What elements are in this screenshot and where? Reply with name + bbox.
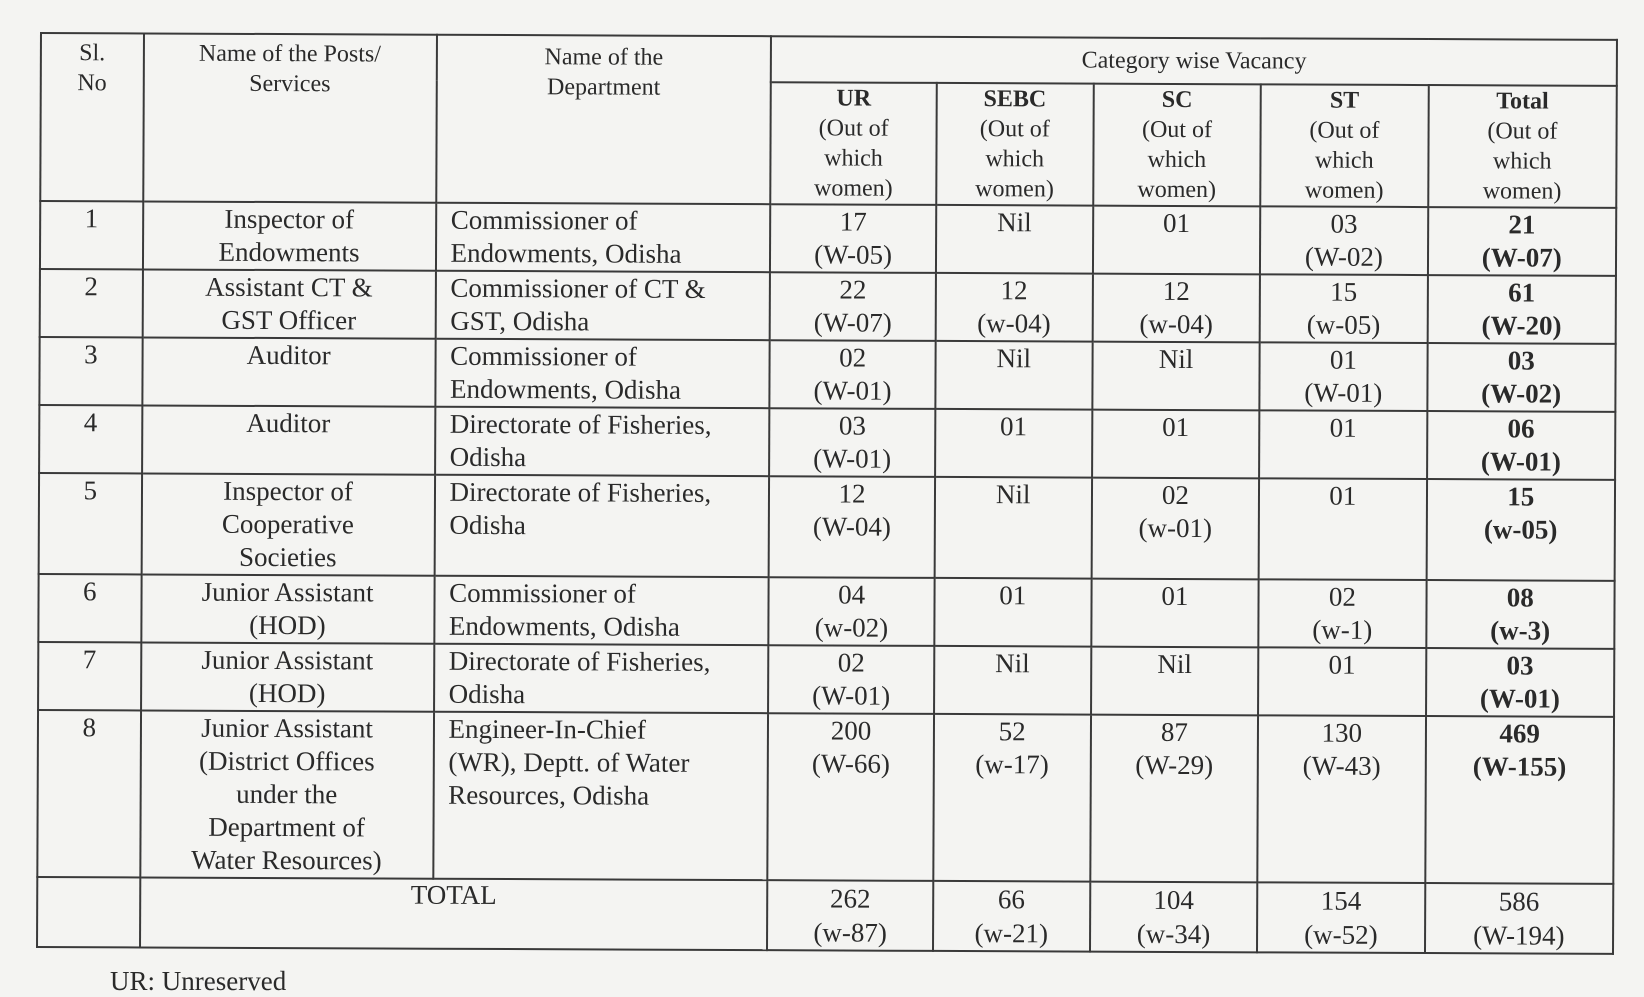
header-category-group: Category wise Vacancy — [771, 36, 1617, 86]
row-sc: 12 (w-04) — [1092, 274, 1260, 343]
header-st: ST (Out of which women) — [1260, 84, 1428, 207]
header-sc: SC (Out of which women) — [1093, 84, 1261, 207]
table-row — [39, 337, 1615, 412]
row-sc: 87 (W-29) — [1090, 715, 1258, 883]
vacancy-table — [36, 32, 1618, 955]
row-post-name: Inspector of Cooperative Societies — [141, 473, 434, 575]
row-sc: 01 — [1091, 579, 1259, 648]
vacancy-table-sheet — [36, 32, 1618, 955]
row-sc: Nil — [1091, 647, 1259, 716]
row-st: 01 — [1258, 647, 1426, 716]
row-sl-no: 8 — [37, 710, 140, 877]
totals-sebc: 66 (w-21) — [933, 881, 1090, 952]
row-department: Directorate of Fisheries, Odisha — [434, 475, 769, 577]
row-sc: 01 — [1092, 410, 1260, 479]
row-ur: 200 (W-66) — [768, 713, 934, 881]
row-ur: 22 (W-07) — [770, 272, 936, 341]
table-row — [39, 405, 1615, 480]
row-post-name: Auditor — [142, 405, 435, 474]
row-sl-no: 2 — [40, 269, 143, 337]
table-row — [38, 642, 1614, 717]
header-department: Name of the Department — [436, 35, 772, 204]
table-row — [40, 269, 1616, 344]
row-sl-no: 6 — [38, 574, 141, 642]
row-post-name: Junior Assistant (HOD) — [141, 642, 434, 711]
row-post-name: Assistant CT & GST Officer — [142, 269, 435, 338]
totals-st: 154 (w-52) — [1257, 882, 1425, 953]
header-total: Total (Out of which women) — [1428, 85, 1617, 208]
row-total: 21 (W-07) — [1427, 207, 1616, 276]
row-sebc: Nil — [934, 646, 1091, 715]
totals-sc: 104 (w-34) — [1090, 882, 1258, 953]
row-department: Engineer-In-Chief (WR), Deptt. of Water Resources, Odisha — [433, 712, 769, 880]
header-posts: Name of the Posts/ Services — [143, 33, 437, 202]
totals-sl-empty — [37, 877, 140, 947]
row-department: Directorate of Fisheries, Odisha — [435, 407, 770, 476]
row-sl-no: 7 — [38, 642, 141, 710]
row-department: Commissioner of CT & GST, Odisha — [435, 271, 770, 340]
totals-total: 586 (W-194) — [1425, 883, 1614, 954]
row-post-name: Junior Assistant (HOD) — [141, 574, 434, 643]
table-row — [37, 710, 1614, 884]
table-row — [38, 574, 1614, 649]
totals-label: TOTAL — [140, 877, 768, 950]
row-st: 01 — [1259, 410, 1427, 479]
row-department: Commissioner of Endowments, Odisha — [435, 339, 770, 408]
row-total: 03 (W-01) — [1426, 648, 1615, 717]
row-st: 130 (W-43) — [1257, 715, 1425, 883]
row-department: Commissioner of Endowments, Odisha — [434, 576, 769, 645]
row-sl-no: 3 — [39, 337, 142, 405]
row-st: 01 — [1259, 478, 1427, 580]
row-department: Directorate of Fisheries, Odisha — [434, 644, 769, 713]
row-sebc: Nil — [935, 341, 1092, 410]
row-sebc: Nil — [934, 477, 1091, 579]
row-sc: Nil — [1092, 342, 1260, 411]
row-sc: 02 (w-01) — [1091, 478, 1259, 580]
row-ur: 17 (W-05) — [770, 204, 936, 273]
row-sc: 01 — [1093, 206, 1261, 275]
row-st: 15 (w-05) — [1260, 274, 1428, 343]
table-row — [39, 473, 1615, 581]
row-sebc: 01 — [935, 409, 1092, 478]
row-st: 02 (w-1) — [1258, 579, 1426, 648]
row-total: 03 (W-02) — [1427, 343, 1616, 412]
row-st: 03 (W-02) — [1260, 206, 1428, 275]
row-sebc: 12 (w-04) — [935, 273, 1092, 342]
row-total: 61 (W-20) — [1427, 275, 1616, 344]
row-ur: 02 (W-01) — [768, 645, 934, 714]
row-sl-no: 1 — [40, 201, 143, 269]
row-sebc: 01 — [934, 578, 1091, 647]
row-post-name: Junior Assistant (District Offices under the Department of Water Resources) — [140, 710, 434, 878]
row-sebc: Nil — [936, 205, 1093, 274]
row-sebc: 52 (w-17) — [933, 714, 1091, 882]
row-total: 08 (w-3) — [1426, 580, 1615, 649]
header-sebc: SEBC (Out of which women) — [936, 83, 1093, 206]
footnote: UR: Unreserved — [110, 966, 287, 996]
row-ur: 12 (W-04) — [769, 476, 935, 578]
header-sl-no: Sl. No — [40, 33, 143, 201]
row-total: 06 (W-01) — [1427, 411, 1616, 480]
totals-row — [37, 877, 1613, 954]
row-sl-no: 4 — [39, 405, 142, 473]
row-post-name: Auditor — [142, 337, 435, 406]
row-post-name: Inspector of Endowments — [143, 201, 436, 270]
row-department: Commissioner of Endowments, Odisha — [436, 203, 771, 272]
row-total: 15 (w-05) — [1426, 479, 1615, 581]
row-sl-no: 5 — [39, 473, 142, 574]
row-ur: 03 (W-01) — [769, 408, 935, 477]
header-ur: UR (Out of which women) — [771, 82, 937, 205]
totals-ur: 262 (w-87) — [767, 880, 933, 951]
row-st: 01 (W-01) — [1259, 342, 1427, 411]
row-ur: 02 (W-01) — [770, 340, 936, 409]
row-ur: 04 (w-02) — [769, 577, 935, 646]
row-total: 469 (W-155) — [1425, 716, 1614, 884]
table-row — [40, 201, 1616, 276]
